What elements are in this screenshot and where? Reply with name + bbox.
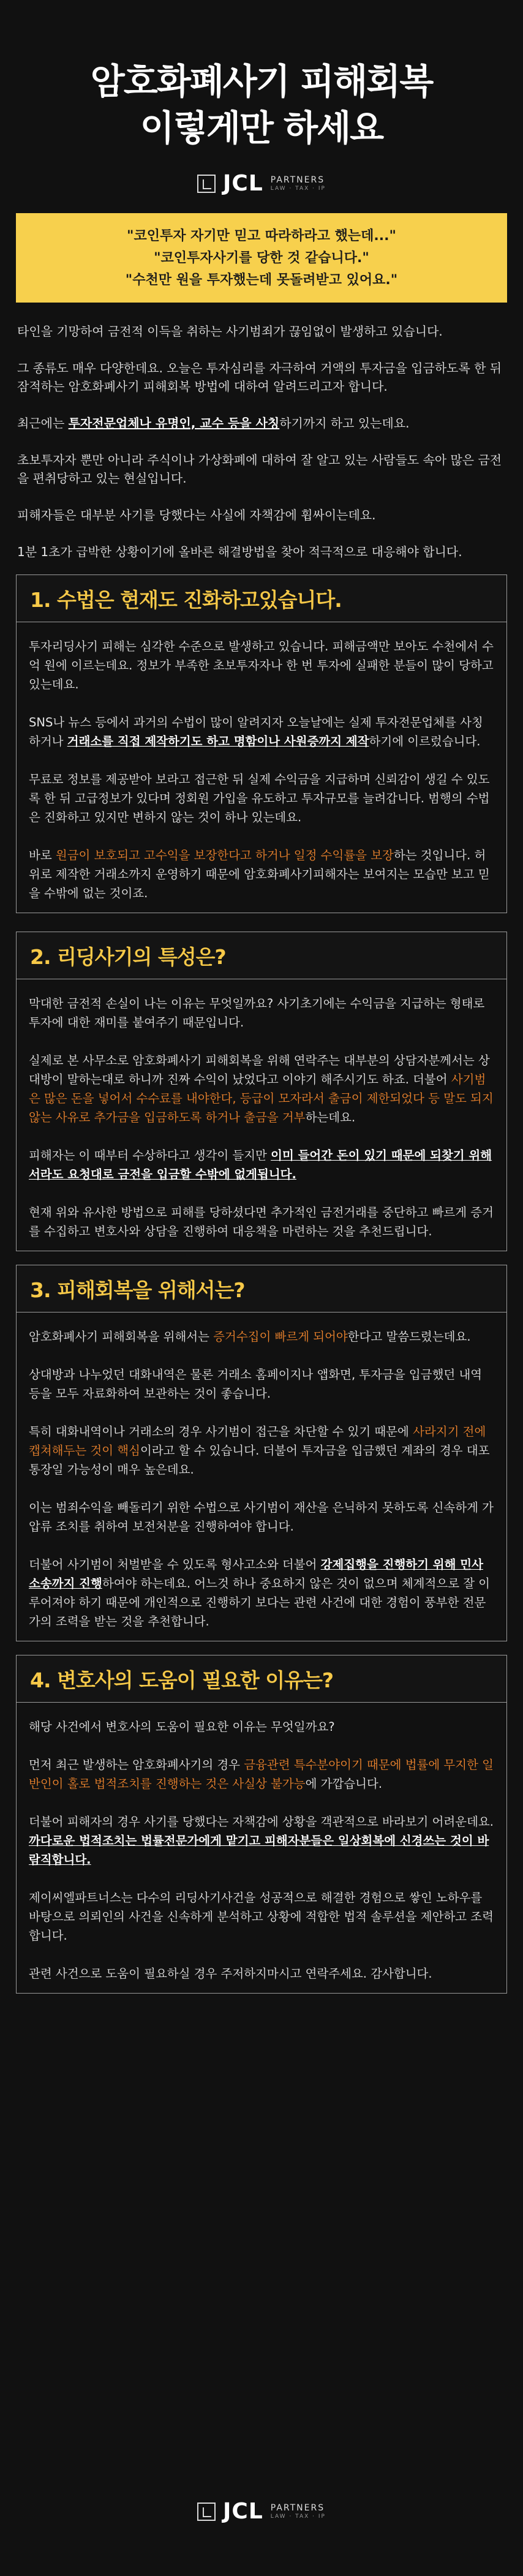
section-paragraph: 실제로 본 사무소로 암호화폐사기 피해회복을 위해 연락주는 대부분의 상담자분께서는 상대방이 말하는대로 하니까 진짜 수익이 났었다고 이야기 해주시기도 하죠. 더불어 사기범은 많은 돈을 넣어서 수수료를 내야한다, 등급이 모자라서 출금이 제한되었다 등 말도 되지않는 사유로 추가금을 입금하도록 하거나 출금을 거부하는데요.: [29, 1053, 494, 1124]
logo-partners: [271, 2504, 326, 2520]
quote-line: "수천만 원을 투자했는데 못돌려받고 있어요.": [125, 273, 398, 288]
emphasis-text: 투자전문업체나 유명인, 교수 등을 사칭: [68, 416, 280, 431]
section-paragraph: 더불어 피해자의 경우 사기를 당했다는 자책감에 상황을 객관적으로 바라보기 어려운데요. 까다로운 법적조치는 법률전문가에게 맡기고 피해자분들은 일상회복에 신경쓰는 것이 바람직합니다.: [29, 1815, 494, 1867]
emphasis-text: 이미 들어간 돈이 있기 때문에 되찾기 위해서라도 요청대로 금전을 입금할 수밖에 없게됩니다.: [29, 1148, 492, 1181]
logo-icon: [197, 2503, 216, 2521]
highlight-text: 원금이 보호되고 고수익을 보장한다고 하거나 일정 수익률을 보장: [55, 848, 394, 862]
section-paragraph: 관련 사건으로 도움이 필요하실 경우 주저하지마시고 연락주세요. 감사합니다.: [29, 1967, 432, 1981]
section-paragraph: 무료로 정보를 제공받아 보라고 접근한 뒤 실제 수익금을 지급하며 신뢰감이 생길 수 있도록 한 뒤 고급정보가 있다며 정회원 가입을 유도하고 투자규모를 늘려갑니다. 범행의 수법은 진화하고 있지만 변하지 않는 것이 하나 있는데요.: [29, 772, 490, 824]
quote-line: "코인투자 자기만 믿고 따라하라고 했는데...": [127, 228, 396, 244]
section-body: [17, 1703, 506, 1993]
section-1: [16, 574, 507, 913]
section-body: [17, 1312, 506, 1641]
section-paragraph: 상대방과 나누었던 대화내역은 물론 거래소 홈페이지나 앱화면, 투자금을 입금했던 내역 등을 모두 자료화하여 보관하는 것이 좋습니다.: [29, 1368, 483, 1401]
highlight-text: 사기범은 많은 돈을 넣어서 수수료를 내야한다, 등급이 모자라서 출금이 제한되었다 등 말도 되지않는 사유로 추가금을 입금하도록 하거나 출금을 거부: [29, 1072, 494, 1124]
logo-name: JCL: [223, 2499, 263, 2524]
section-paragraph: 암호화폐사기 피해회복을 위해서는 증거수집이 빠르게 되어야한다고 말씀드렸는데요.: [29, 1330, 471, 1344]
highlight-text: 금융관련 특수분야이기 때문에 법률에 무지한 일반인이 홀로 법적조치를 진행하는 것은 사실상 불가능: [29, 1758, 494, 1791]
emphasis-text: 강제집행을 진행하기 위해 민사소송까지 진행: [29, 1557, 483, 1591]
section-header: [17, 575, 506, 622]
section-paragraph: 막대한 금전적 손실이 나는 이유는 무엇일까요? 사기초기에는 수익금을 지급하는 형태로 투자에 대한 재미를 붙여주기 때문입니다.: [29, 996, 485, 1030]
brand-logo: [0, 171, 523, 196]
section-header: [17, 932, 506, 979]
logo-partners-text: PARTNERS: [270, 2503, 325, 2513]
quote-banner: [16, 213, 507, 303]
section-paragraph: 바로 원금이 보호되고 고수익을 보장한다고 하거나 일정 수익률을 보장하는 것입니다. 허위로 제작한 거래소까지 운영하기 때문에 암호화폐사기피해자는 보여지는 모습만 보고 믿을 수밖에 없는 것이죠.: [29, 848, 490, 900]
highlight-text: 증거수집이 빠르게 되어야: [213, 1330, 348, 1344]
section-heading: 1. 수법은 현재도 진화하고있습니다.: [30, 587, 342, 612]
section-body: [17, 622, 506, 913]
section-paragraph: 이는 범죄수익을 빼돌리기 위한 수법으로 사기범이 재산을 은닉하지 못하도록 신속하게 가압류 조치를 취하여 보전처분을 진행하여야 합니다.: [29, 1501, 494, 1534]
section-paragraph: 특히 대화내역이나 거래소의 경우 사기범이 접근을 차단할 수 있기 때문에 사라지기 전에 캡쳐해두는 것이 핵심이라고 할 수 있습니다. 더불어 투자금을 입금했던 계좌의 경우 대포통장일 가능성이 매우 높은데요.: [29, 1425, 490, 1477]
section-paragraph: 투자리딩사기 피해는 심각한 수준으로 발생하고 있습니다. 피해금액만 보아도 수천에서 수억 원에 이르는데요. 정보가 부족한 초보투자자나 한 번 투자에 실패한 분들이 많이 당하고 있는데요.: [29, 639, 494, 691]
section-paragraph: 해당 사건에서 변호사의 도움이 필요한 이유는 무엇일까요?: [29, 1720, 335, 1734]
intro-paragraph: 피해자들은 대부분 사기를 당했다는 사실에 자책감에 휩싸이는데요.: [17, 508, 376, 522]
section-paragraph: 현재 위와 유사한 방법으로 피해를 당하셨다면 추가적인 금전거래를 중단하고 빠르게 증거를 수집하고 변호사와 상담을 진행하여 대응책을 마련하는 것을 추천드립니다.: [29, 1205, 494, 1238]
intro-paragraph: 1분 1초가 급박한 상황이기에 올바른 해결방법을 찾아 적극적으로 대응해야 합니다.: [17, 544, 462, 559]
logo-partners-text: PARTNERS: [270, 175, 325, 185]
section-heading: 4. 변호사의 도움이 필요한 이유는?: [30, 1668, 334, 1692]
logo-name: JCL: [223, 171, 263, 196]
page-title: [0, 0, 523, 151]
logo-partners: [271, 176, 326, 192]
page-title-line-2: 이렇게만 하세요: [140, 107, 383, 149]
emphasis-text: 거래소를 직접 제작하기도 하고 명함이나 사원증까지 제작: [67, 734, 369, 748]
section-heading: 3. 피해회복을 위해서는?: [30, 1278, 245, 1302]
footer-logo: [0, 2499, 523, 2524]
section-paragraph: SNS나 뉴스 등에서 과거의 수법이 많이 알려지자 오늘날에는 실제 투자전문업체를 사칭하거나 거래소를 직접 제작하기도 하고 명함이나 사원증까지 제작하기에 이르렀습니다.: [29, 715, 483, 748]
highlight-text: 사라지기 전에 캡쳐해두는 것이 핵심: [29, 1425, 486, 1458]
page-title-line-1: 암호화폐사기 피해회복: [90, 61, 433, 102]
intro-text: [0, 303, 523, 561]
emphasis-text: 까다로운 법적조치는 법률전문가에게 맡기고 피해자분들은 일상회복에 신경쓰는 것이 바람직합니다.: [29, 1834, 489, 1867]
intro-paragraph: 그 종류도 매우 다양한데요. 오늘은 투자심리를 자극하여 거액의 투자금을 입금하도록 한 뒤 잠적하는 암호화폐사기 피해회복 방법에 대하여 알려드리고자 합니다.: [17, 361, 502, 394]
logo-icon: [197, 175, 216, 193]
section-3: [16, 1265, 507, 1641]
section-paragraph: 피해자는 이 때부터 수상하다고 생각이 들지만 이미 들어간 돈이 있기 때문에 되찾기 위해서라도 요청대로 금전을 입금할 수밖에 없게됩니다.: [29, 1148, 492, 1181]
section-header: [17, 1265, 506, 1312]
logo-tagline: LAW · TAX · IP: [270, 185, 326, 192]
intro-paragraph: 최근에는 투자전문업체나 유명인, 교수 등을 사칭하기까지 하고 있는데요.: [17, 416, 410, 431]
section-4: [16, 1655, 507, 1994]
intro-paragraph: 타인을 기망하여 금전적 이득을 취하는 사기범죄가 끊임없이 발생하고 있습니다.: [17, 324, 443, 339]
section-paragraph: 제이씨엘파트너스는 다수의 리딩사기사건을 성공적으로 해결한 경험으로 쌓인 노하우를 바탕으로 의뢰인의 사건을 신속하게 분석하고 상황에 적합한 법적 솔루션을 제안하고 조력합니다.: [29, 1891, 494, 1943]
section-paragraph: 더불어 사기범이 처벌받을 수 있도록 형사고소와 더불어 강제집행을 진행하기 위해 민사소송까지 진행하여야 하는데요. 어느것 하나 중요하지 않은 것이 없으며 체계적으로 잘 이루어져야 하기 때문에 개인적으로 진행하기 보다는 관련 사건에 대한 경험이 풍부한 전문가의 조력을 받는 것을 추천합니다.: [29, 1557, 491, 1629]
section-heading: 2. 리딩사기의 특성은?: [30, 944, 226, 969]
section-body: [17, 979, 506, 1251]
logo-tagline: LAW · TAX · IP: [270, 2513, 326, 2520]
section-header: [17, 1655, 506, 1703]
intro-paragraph: 초보투자자 뿐만 아니라 주식이나 가상화폐에 대하여 잘 알고 있는 사람들도 속아 많은 금전을 편취당하고 있는 현실입니다.: [17, 453, 502, 486]
quote-line: "코인투자사기를 당한 것 같습니다.": [154, 250, 369, 266]
section-2: [16, 932, 507, 1251]
section-paragraph: 먼저 최근 발생하는 암호화폐사기의 경우 금융관련 특수분야이기 때문에 법률에 무지한 일반인이 홀로 법적조치를 진행하는 것은 사실상 불가능에 가깝습니다.: [29, 1758, 494, 1791]
